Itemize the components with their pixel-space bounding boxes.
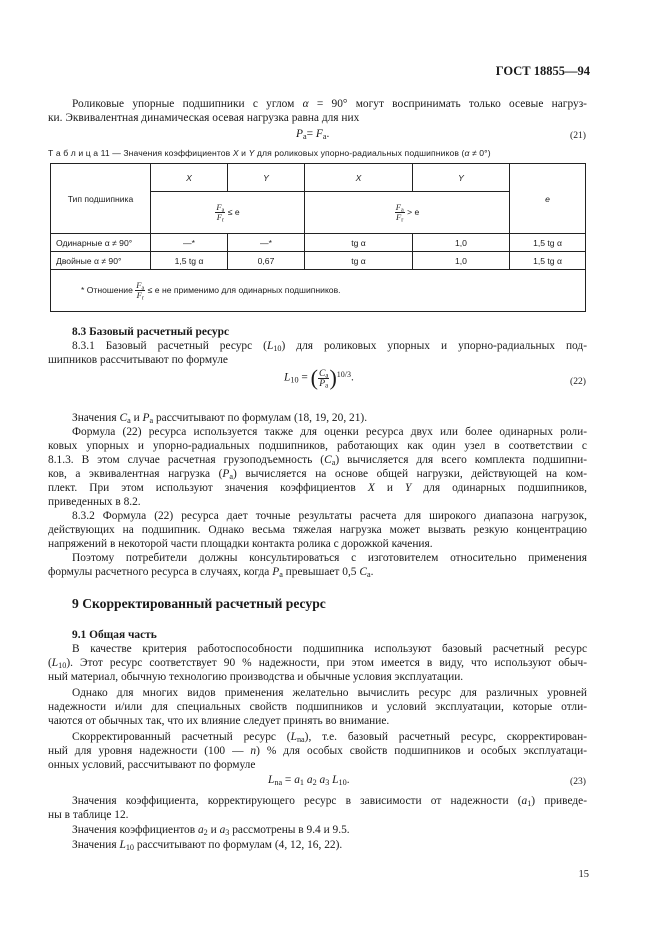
- row-double-x1: 1,5 tg α: [151, 252, 228, 270]
- equation-22-number: (22): [570, 376, 586, 387]
- row-single-y1: —*: [228, 234, 305, 252]
- s9-line-6: чаются от обычных так, что их влияние следует принять во внимание.: [48, 715, 390, 727]
- s9-line-12: Значения коэффициентов $a_2$ и $a_3$ рассмотрены в 9.4 и 9.5.: [72, 824, 350, 838]
- section-9-1-heading: 9.1 Общая часть: [72, 629, 157, 641]
- document-header: ГОСТ 18855—94: [495, 64, 590, 78]
- s83-line-14: формулы расчетного ресурса в случаях, когда $P_a$ превышает 0,5 $C_a$.: [48, 566, 374, 580]
- s9-line-3: ный материал, обычную технологию производства и обычные условия эксплуатации.: [48, 671, 464, 683]
- s83-line-9: приведенных в 8.2.: [48, 496, 141, 508]
- section-9-heading: 9 Скорректированный расчетный ресурс: [72, 596, 326, 611]
- s83-line-11: действующих на подшипник. Однако весьма тяжелая нагрузка может вызвать резкую концентрацию: [48, 524, 587, 536]
- header-x-1: X: [151, 164, 228, 192]
- row-double-y2: 1,0: [413, 252, 510, 270]
- s9-line-11: ны в таблице 12.: [48, 809, 129, 821]
- s83-line-12: напряжений в некоторой части площадки контакта ролика с дорожкой качения.: [48, 538, 433, 550]
- row-single-y2: 1,0: [413, 234, 510, 252]
- s9-line-7: Скорректированный расчетный ресурс $(L_{na})$, т.е. базовый расчетный ресурс, скорректирован-: [72, 731, 587, 745]
- condition-le: $\frac{F_a}{F_r}$ ≤ e: [151, 192, 305, 234]
- s9-line-1: В качестве критерия работоспособности подшипника используют базовый расчетный ресурс: [72, 643, 587, 655]
- s83-line-4: Формула (22) ресурса используется также для оценки ресурса двух или более одинарных роли-: [72, 426, 587, 438]
- condition-gt: $\frac{F_a}{F_r}$ > e: [305, 192, 510, 234]
- s9-line-8: ный для уровня надежности (100 — n) % для особых свойств подшипников и особых эксплуатаци-: [48, 745, 587, 757]
- table-11-footnote: * Отношение $\frac{F_a}{F_r}$ ≤ e не применимо для одинарных подшипников.: [51, 270, 586, 312]
- s83-line-6: 8.1.3. В этом случае расчетная грузоподъемность $(C_a)$ вычисляется для всего комплекта подшипни-: [48, 454, 587, 468]
- s9-line-5: надежности и/или для специальных свойств подшипников и условий эксплуатации, которые отли-: [48, 701, 587, 713]
- equation-23: $L_{na} = a_1$ $a_2$ $a_3$ $L_{10}$.: [268, 774, 350, 788]
- s83-line-2: шипников рассчитывают по формуле: [48, 354, 228, 366]
- s83-line-3: Значения $C_a$ и $P_a$ рассчитывают по формулам (18, 19, 20, 21).: [72, 412, 368, 426]
- table-11: [50, 163, 586, 312]
- page-number: 15: [578, 869, 589, 880]
- s83-line-5: ковых упорных и упорно-радиальных подшипников, работающих как один узел в соответствии с: [48, 440, 587, 452]
- header-x-2: X: [305, 164, 413, 192]
- row-double-type: Двойные α ≠ 90°: [51, 252, 151, 270]
- row-single-e: 1,5 tg α: [510, 234, 586, 252]
- row-single-type: Одинарные α ≠ 90°: [51, 234, 151, 252]
- row-double-y1: 0,67: [228, 252, 305, 270]
- row-single-x1: —*: [151, 234, 228, 252]
- s9-line-13: Значения $L_{10}$ рассчитывают по формулам (4, 12, 16, 22).: [72, 839, 343, 853]
- header-e: e: [510, 164, 586, 234]
- row-double-x2: tg α: [305, 252, 413, 270]
- equation-21-number: (21): [570, 130, 586, 141]
- s9-line-4: Однако для многих видов применения желательно вычислить ресурс для различных уровней: [72, 687, 587, 699]
- header-bearing-type: Тип подшипника: [51, 164, 151, 234]
- table-11-caption: Т а б л и ц а 11 — Значения коэффициентов X и Y для роликовых упорно-радиальных подшипников (α ≠ 0°): [48, 148, 491, 158]
- s9-line-10: Значения коэффициента, корректирующего ресурс в зависимости от надежности $(a_1)$ приведе-: [72, 795, 587, 809]
- s9-line-9: онных условий, рассчитывают по формуле: [48, 759, 256, 771]
- header-y-1: Y: [228, 164, 305, 192]
- s83-line-8: плект. При этом используют значения коэффициентов X и Y для одинарных подшипников,: [48, 482, 587, 494]
- row-single-x2: tg α: [305, 234, 413, 252]
- equation-23-number: (23): [570, 776, 586, 787]
- header-y-2: Y: [413, 164, 510, 192]
- s83-line-7: ков, а эквивалентная нагрузка $(P_a)$ вычисляется на основе общей нагрузки, действующей на ком-: [48, 468, 587, 482]
- s9-line-2: $(L_{10})$. Этот ресурс соответствует 90 % надежности, при этом имеется в виду, что используют обыч-: [48, 657, 587, 671]
- equation-21: $P_a= F_a$.: [296, 128, 330, 142]
- intro-line-1: Роликовые упорные подшипники с углом α = 90° могут воспринимать только осевые нагруз-: [72, 98, 587, 110]
- s83-line-13: Поэтому потребители должны консультироваться с изготовителем относительно применения: [72, 552, 587, 564]
- s83-line-1: 8.3.1 Базовый расчетный ресурс $(L_{10})$ для роликовых упорных и упорно-радиальных под-: [72, 340, 588, 354]
- intro-line-2: ки. Эквивалентная динамическая осевая нагрузка равна для них: [48, 112, 360, 124]
- s83-line-10: 8.3.2 Формула (22) ресурса дает точные результаты расчета для широкого диапазона нагрузок,: [72, 510, 587, 522]
- equation-22: $L_{10}$ = ( $\frac{C_a}{P_a}$ )$^{10/3}$.: [284, 365, 354, 390]
- section-8-3-heading: 8.3 Базовый расчетный ресурс: [72, 326, 230, 338]
- row-double-e: 1,5 tg α: [510, 252, 586, 270]
